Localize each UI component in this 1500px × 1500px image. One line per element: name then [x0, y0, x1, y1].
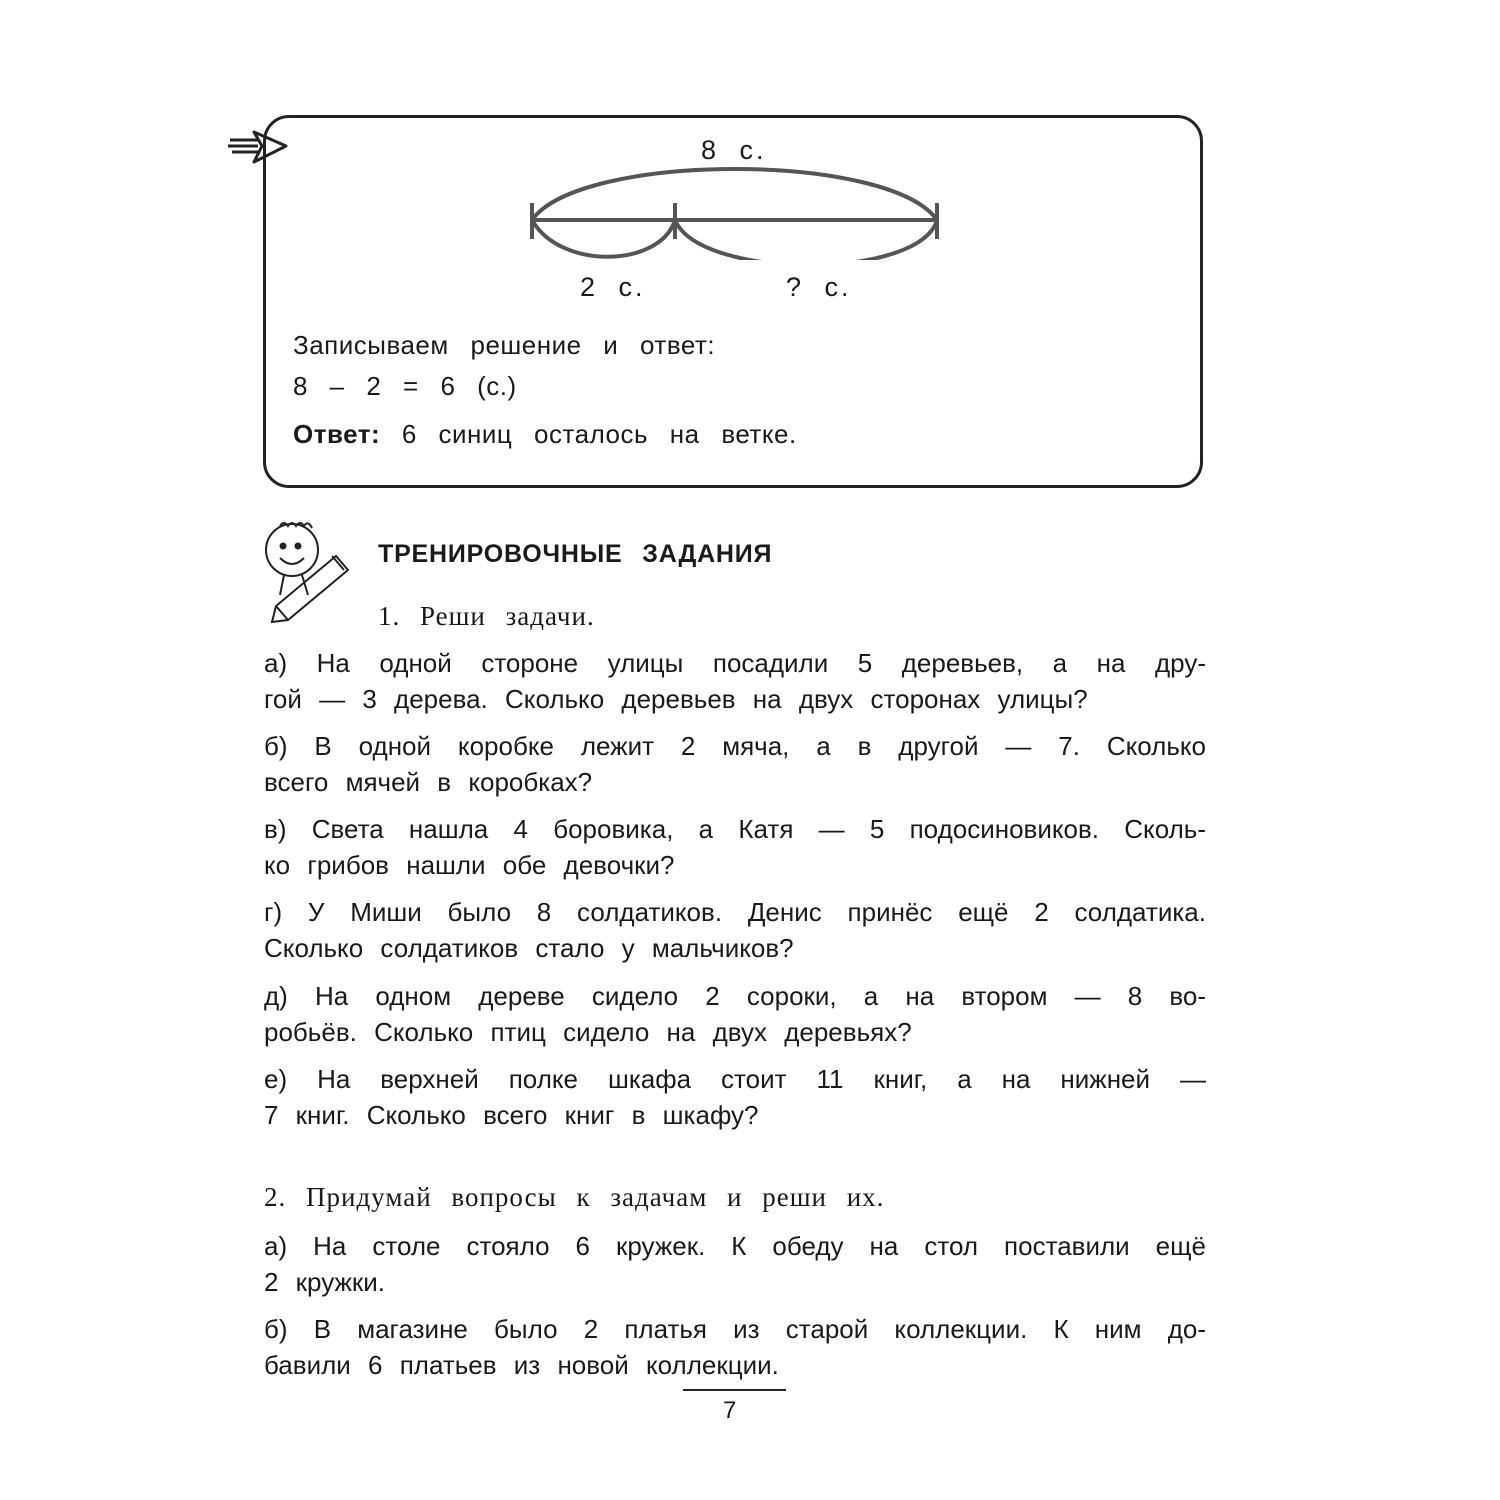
task1-problem-e: е) На верхней полке шкафа стоит 11 книг, а на нижней — 7 книг. Сколько всего книг в шкафу? [264, 1064, 1206, 1130]
arrow-marker-icon [228, 128, 290, 170]
part1-arc [532, 220, 675, 257]
task2-problem-a: а) На столе стояло 6 кружек. К обеду на стол поставили ещё 2 кружки. [264, 1231, 1206, 1297]
page-number-rule [683, 1389, 786, 1391]
task1-problem-b: б) В одной коробке лежит 2 мяча, а в другой — 7. Сколько всего мячей в коробках? [264, 731, 1206, 797]
task1-heading: 1. Реши задачи. [378, 601, 595, 631]
task2-heading: 2. Придумай вопросы к задачам и реши их. [264, 1182, 885, 1212]
diagram-part1-label: 2 с. [580, 272, 646, 302]
page-number: 7 [723, 1397, 737, 1424]
answer-label: Ответ: [293, 419, 381, 449]
answer-line [293, 419, 797, 450]
diagram-part2-label: ? с. [786, 272, 852, 302]
section-title: ТРЕНИРОВОЧНЫЕ ЗАДАНИЯ [378, 540, 773, 568]
diagram-total-label: 8 с. [701, 135, 767, 165]
task1-problem-d: д) На одном дереве сидело 2 сороки, а на втором — 8 во- робьёв. Сколько птиц сидело на двух деревьях? [264, 981, 1206, 1047]
task1-problem-a: а) На одной стороне улицы посадили 5 деревьев, а на дру- гой — 3 дерева. Сколько деревьев на двух сторонах улицы? [264, 648, 1206, 714]
task2-problem-b: б) В магазине было 2 платья из старой коллекции. К ним до- бавили 6 платьев из новой коллекции. [264, 1314, 1206, 1380]
task1-problem-v: в) Света нашла 4 боровика, а Катя — 5 подосиновиков. Сколь- ко грибов нашли обе девочки? [264, 814, 1206, 880]
solution-equation: 8 – 2 = 6 (с.) [293, 371, 517, 401]
task1-problem-g: г) У Миши было 8 солдатиков. Денис принёс ещё 2 солдатика. Сколько солдатиков стало у мальчиков? [264, 897, 1206, 963]
solution-intro: Записываем решение и ответ: [293, 330, 716, 360]
total-arc [532, 169, 937, 220]
part2-arc [675, 220, 937, 260]
kid-with-pencil-icon [262, 518, 352, 628]
answer-text: 6 синиц осталось на ветке. [401, 419, 797, 449]
